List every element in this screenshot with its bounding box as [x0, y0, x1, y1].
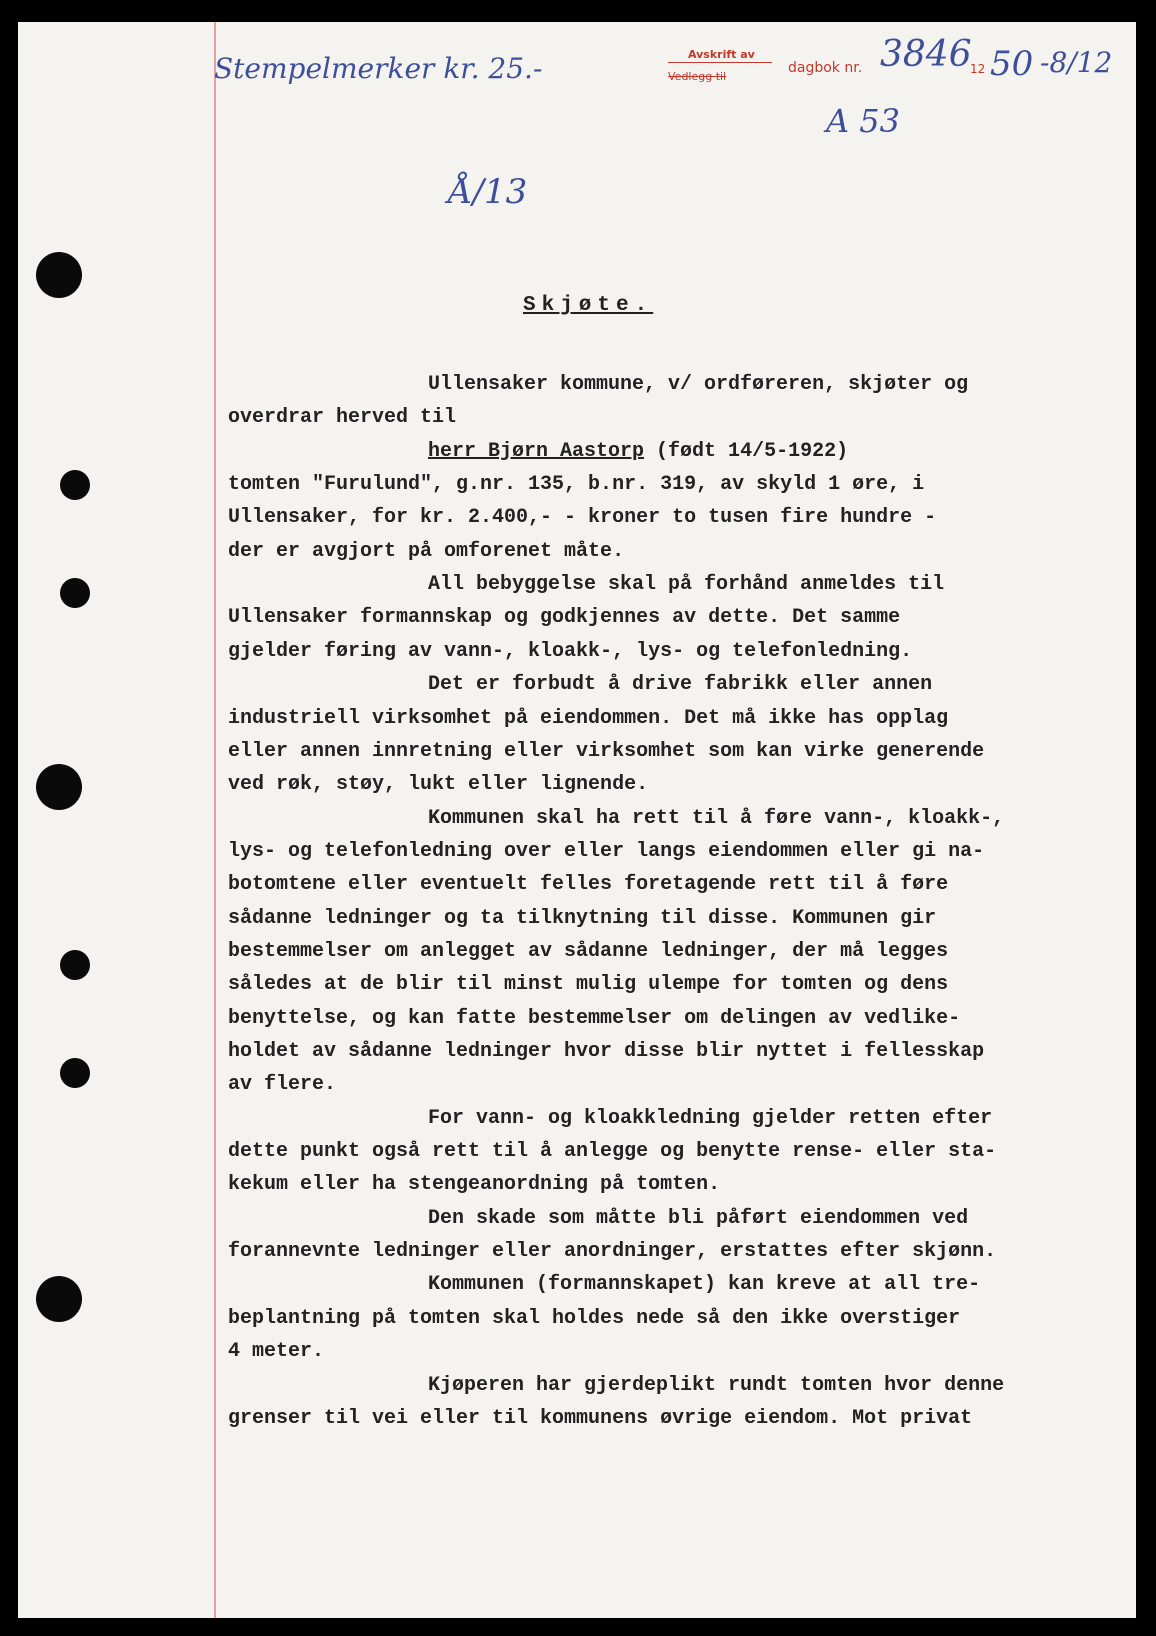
body-line — [428, 1274, 980, 1296]
body-line — [428, 1108, 992, 1130]
punch-hole — [36, 764, 82, 810]
body-text-span: Ullensaker, for kr. 2.400,- - kroner to tusen fire hundre - — [228, 506, 937, 530]
body-line — [228, 1408, 972, 1430]
body-line — [428, 441, 848, 463]
body-text-span: lys- og telefonledning over eller langs eiendommen eller gi na- — [228, 839, 985, 863]
body-text-span: Det er forbudt å drive fabrikk eller annen — [428, 673, 933, 697]
body-line — [228, 1074, 336, 1096]
body-line — [228, 507, 936, 529]
body-line — [428, 574, 944, 596]
body-line — [228, 1008, 960, 1030]
body-text-span: der er avgjort på omforenet måte. — [228, 539, 625, 563]
stamp-attachment-label: Vedlegg til — [668, 70, 727, 83]
body-line — [228, 641, 912, 663]
punch-hole — [60, 470, 90, 500]
body-text-span: av flere. — [228, 1073, 337, 1097]
body-text-span: (født 14/5-1922) — [644, 439, 849, 463]
dagbok-year: 50 — [990, 44, 1034, 84]
body-text-span: industriell virksomhet på eiendommen. Det må ikke has opplag — [228, 706, 949, 730]
body-text-span: sådanne ledninger og ta tilknytning til disse. Kommunen gir — [228, 906, 937, 930]
body-text-span: Ullensaker formannskap og godkjennes av dette. Det samme — [228, 606, 901, 630]
dagbok-date: -8/12 — [1040, 46, 1113, 79]
stamp-duty-note: Stempelmerker kr. 25.- — [214, 52, 543, 85]
body-line — [428, 1208, 968, 1230]
body-line — [228, 1341, 324, 1363]
stamp-divider — [668, 62, 772, 63]
body-text-span: All bebyggelse skal på forhånd anmeldes til — [428, 573, 945, 597]
body-line — [228, 774, 648, 796]
dagbok-sub-number: A 53 — [826, 102, 900, 140]
body-text-span: benyttelse, og kan fatte bestemmelser om delingen av vedlike- — [228, 1006, 961, 1030]
document-title: Skjøte. — [523, 294, 654, 317]
body-text-span: eller annen innretning eller virksomhet som kan virke generende — [228, 739, 985, 763]
punch-hole — [36, 1276, 82, 1322]
body-line — [428, 808, 1004, 830]
dagbok-number: 3846 — [880, 34, 972, 75]
body-line — [428, 374, 968, 396]
body-line — [228, 841, 984, 863]
body-line — [228, 708, 948, 730]
body-line — [228, 1308, 960, 1330]
body-text-span: forannevnte ledninger eller anordninger, erstattes efter skjønn. — [228, 1240, 997, 1264]
body-text-span: kekum eller ha stengeanordning på tomten. — [228, 1173, 721, 1197]
body-text-span: botomtene eller eventuelt felles foretagende rett til å føre — [228, 873, 949, 897]
punch-hole — [60, 950, 90, 980]
document-page — [18, 22, 1136, 1618]
body-text-span: tomten "Furulund", g.nr. 135, b.nr. 319, av skyld 1 øre, i — [228, 473, 925, 497]
body-text-span: ved røk, støy, lukt eller lignende. — [228, 773, 649, 797]
body-text-span: dette punkt også rett til å anlegge og benytte rense- eller sta- — [228, 1140, 997, 1164]
stamp-small-number: 12 — [970, 62, 986, 76]
body-text-span: Kommunen (formannskapet) kan kreve at all tre- — [428, 1273, 981, 1297]
body-line — [428, 1375, 1004, 1397]
body-text-span: For vann- og kloakkledning gjelder retten efter — [428, 1106, 993, 1130]
body-line — [228, 941, 948, 963]
body-line — [228, 1174, 720, 1196]
body-text-span: grenser til vei eller til kommunens øvrige eiendom. Mot privat — [228, 1406, 973, 1430]
body-text-span: Ullensaker kommune, v/ ordføreren, skjøter og — [428, 373, 969, 396]
body-text-span: gjelder føring av vann-, kloakk-, lys- og telefonledning. — [228, 639, 913, 663]
body-line — [228, 974, 948, 996]
body-line — [228, 874, 948, 896]
punch-hole — [60, 1058, 90, 1088]
stamp-dagbok-label: dagbok nr. — [788, 60, 863, 76]
body-line — [428, 674, 932, 696]
punch-hole — [60, 578, 90, 608]
body-text-span: Kommunen skal ha rett til å føre vann-, kloakk-, — [428, 806, 1005, 830]
body-line — [228, 607, 900, 629]
body-text-span: Den skade som måtte bli påført eiendommen ved — [428, 1206, 969, 1230]
body-line — [228, 908, 936, 930]
margin-line — [214, 22, 216, 1618]
body-line — [228, 1141, 996, 1163]
body-text-span: beplantning på tomten skal holdes nede så den ikke overstiger — [228, 1306, 961, 1330]
body-line — [228, 541, 624, 563]
body-text-span: bestemmelser om anlegget av sådanne ledninger, der må legges — [228, 939, 949, 963]
body-text-span: overdrar herved til — [228, 406, 457, 430]
body-text-span: Kjøperen har gjerdeplikt rundt tomten hvor denne — [428, 1373, 1005, 1397]
punch-hole — [36, 252, 82, 298]
body-line — [228, 474, 924, 496]
body-text-span: således at de blir til minst mulig ulempe for tomten og dens — [228, 973, 949, 997]
body-line — [228, 1041, 984, 1063]
body-text-span: 4 meter. — [228, 1340, 325, 1364]
body-line — [228, 1241, 996, 1263]
stamp-copy-label: Avskrift av — [688, 48, 755, 61]
body-line — [228, 407, 456, 429]
body-text-span: holdet av sådanne ledninger hvor disse blir nyttet i fellesskap — [228, 1040, 985, 1063]
body-line — [228, 741, 984, 763]
underlined-name: herr Bjørn Aastorp — [428, 439, 645, 463]
handwritten-reference: Å/13 — [448, 172, 528, 212]
